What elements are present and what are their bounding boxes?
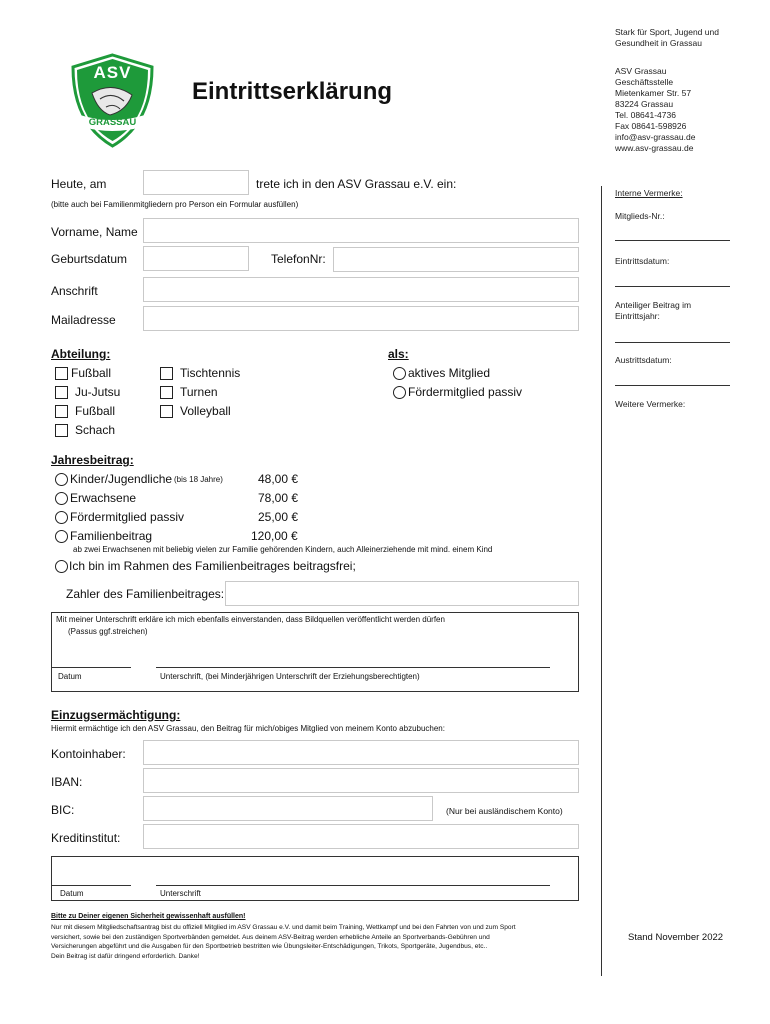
- club-logo: [70, 53, 155, 148]
- abteilung-label: Ju-Jutsu: [75, 385, 121, 399]
- radio-kinder[interactable]: [55, 473, 68, 486]
- heute-label: Heute, am: [51, 177, 107, 191]
- logo-bottom-text: GRASSAU: [88, 117, 137, 128]
- anschrift-label: Anschrift: [51, 284, 98, 298]
- beitrag-price: 48,00 €: [258, 472, 299, 486]
- tagline-line: Stark für Sport, Jugend und: [615, 27, 719, 37]
- consent-text: Mit meiner Unterschrift erkläre ich mich ebenfalls einverstanden, dass Bildquellen veröffentlicht werden dürfen: [56, 615, 445, 624]
- consent-signature-label: Unterschrift, (bei Minderjährigen Unterschrift der Erziehungsberechtigten): [160, 672, 420, 681]
- radio-foerdermitglied-beitrag[interactable]: [55, 511, 68, 524]
- eintrittsdatum-label: Eintrittsdatum:: [615, 256, 670, 266]
- zahler-input[interactable]: [225, 581, 579, 606]
- beitrag-label: Kinder/Jugendliche: [70, 472, 173, 486]
- radio-erwachsene[interactable]: [55, 492, 68, 505]
- anteiliger-label: [615, 300, 691, 322]
- beitrag-note: (bis 18 Jahre): [174, 475, 223, 484]
- bic-label: BIC:: [51, 803, 75, 817]
- family-hint: (bitte auch bei Familienmitgliedern pro Person ein Formular ausfüllen): [51, 200, 299, 209]
- sidebar-tagline: [615, 27, 719, 49]
- als-option-label: Fördermitglied passiv: [408, 385, 523, 399]
- address-line: Fax 08641-598926: [615, 121, 687, 131]
- abteilung-label: Turnen: [180, 385, 218, 399]
- beitrag-label: Familienbeitrag: [70, 529, 153, 543]
- footer-line: Nur mit diesem Mitgliedschaftsantrag bist du offiziell Mitglied im ASV Grassau e.V. und damit beim Training, Wettkampf und bei den Fahrten von und zum Sport: [51, 924, 516, 931]
- austrittsdatum-line[interactable]: [615, 385, 730, 386]
- trete-label: trete ich in den ASV Grassau e.V. ein:: [256, 177, 457, 191]
- beitrag-label: Fördermitglied passiv: [70, 510, 185, 524]
- einzug-signature-label: Unterschrift: [160, 889, 201, 898]
- footer-text: [51, 923, 516, 961]
- website-link[interactable]: www.asv-grassau.de: [615, 143, 694, 153]
- anschrift-input[interactable]: [143, 277, 579, 302]
- anteiliger-line-text: Eintrittsjahr:: [615, 311, 660, 321]
- beitrag-price: 120,00 €: [251, 529, 298, 543]
- mitglieds-nr-line[interactable]: [615, 240, 730, 241]
- consent-date-line[interactable]: [52, 667, 131, 668]
- als-option-label: aktives Mitglied: [408, 366, 491, 380]
- checkbox-turnen[interactable]: [160, 386, 173, 399]
- address-line: Mietenkamer Str. 57: [615, 88, 692, 98]
- beitrag-price: 25,00 €: [258, 510, 299, 524]
- footer-line: Versicherungen abgeführt und die Ausgaben für den Sportbetrieb bestritten wie Übungsleiter-Entschädigungen, Trikots, Sportgeräte, Jugendbus, etc..: [51, 943, 488, 951]
- vorname-input[interactable]: [143, 218, 579, 243]
- consent-signature-line[interactable]: [156, 667, 550, 668]
- geburtsdatum-label: Geburtsdatum: [51, 252, 128, 266]
- beitrag-label: Erwachsene: [70, 491, 137, 505]
- beitrag-title: Jahresbeitrag:: [51, 453, 134, 467]
- checkbox-schach[interactable]: [55, 424, 68, 437]
- address-line: 83224 Grassau: [615, 99, 674, 109]
- kreditinstitut-input[interactable]: [143, 824, 579, 849]
- telefon-label: TelefonNr:: [271, 252, 326, 266]
- eintrittsdatum-line[interactable]: [615, 286, 730, 287]
- beitragsfrei-label: Ich bin im Rahmen des Familienbeitrages beitragsfrei;: [69, 559, 356, 573]
- einzug-signature-line[interactable]: [156, 885, 550, 886]
- iban-input[interactable]: [143, 768, 579, 793]
- mitglieds-nr-label: Mitglieds-Nr.:: [615, 211, 665, 221]
- checkbox-ju-jutsu[interactable]: [55, 386, 68, 399]
- radio-familienbeitrag[interactable]: [55, 530, 68, 543]
- abteilung-title: Abteilung:: [51, 347, 111, 361]
- internal-notes-title: Interne Vermerke:: [615, 188, 683, 198]
- footer-line: versichert, sowie bei den zuständigen Sportverbänden gemeldet. Aus deinem ASV-Beitrag werden erhebliche Anteile an Sportverbands-Gebühren und: [51, 933, 490, 941]
- footer-title: Bitte zu Deiner eigenen Sicherheit gewissenhaft ausfüllen!: [51, 913, 246, 920]
- email-link[interactable]: info@asv-grassau.de: [615, 132, 696, 142]
- einzug-title: Einzugsermächtigung:: [51, 708, 181, 722]
- checkbox-tischtennis[interactable]: [160, 367, 173, 380]
- radio-beitragsfrei[interactable]: [55, 560, 68, 573]
- iban-label: IBAN:: [51, 775, 83, 789]
- abteilung-label: Fußball: [75, 404, 116, 418]
- checkbox-fussball-2[interactable]: [55, 405, 68, 418]
- radio-foerdermitglied[interactable]: [393, 386, 406, 399]
- checkbox-volleyball[interactable]: [160, 405, 173, 418]
- address-line: ASV Grassau: [615, 66, 667, 76]
- address-line: Geschäftsstelle: [615, 77, 674, 87]
- einzug-text: Hiermit ermächtige ich den ASV Grassau, den Beitrag für mich/obiges Mitglied von meinem Konto abzubuchen:: [51, 724, 445, 733]
- abteilung-label: Volleyball: [180, 404, 231, 418]
- kreditinstitut-label: Kreditinstitut:: [51, 831, 121, 845]
- kontoinhaber-label: Kontoinhaber:: [51, 747, 126, 761]
- abteilung-label: Schach: [75, 423, 116, 437]
- als-title: als:: [388, 347, 409, 361]
- telefon-input[interactable]: [333, 247, 579, 272]
- abteilung-label: Tischtennis: [180, 366, 241, 380]
- tagline-line: Gesundheit in Grassau: [615, 38, 702, 48]
- club-address: [615, 66, 695, 154]
- anteiliger-line[interactable]: [615, 342, 730, 343]
- sidebar-divider: [601, 186, 602, 976]
- address-line: Tel. 08641-4736: [615, 110, 676, 120]
- geburtsdatum-input[interactable]: [143, 246, 249, 271]
- family-note: ab zwei Erwachsenen mit beliebig vielen zur Familie gehörenden Kindern, auch Alleinerziehende mit mind. einem Kind: [73, 545, 493, 554]
- mail-label: Mailadresse: [51, 313, 116, 327]
- stand-label: Stand November 2022: [628, 932, 724, 943]
- bic-input[interactable]: [143, 796, 433, 821]
- einzug-signature-box: [51, 856, 579, 901]
- consent-datum-label: Datum: [58, 672, 82, 681]
- weitere-vermerke-label: Weitere Vermerke:: [615, 399, 686, 409]
- zahler-label: Zahler des Familienbeitrages:: [66, 587, 225, 601]
- austrittsdatum-label: Austrittsdatum:: [615, 355, 672, 365]
- date-input[interactable]: [143, 170, 249, 195]
- anteiliger-line-text: Anteiliger Beitrag im: [615, 300, 692, 310]
- abteilung-label: Fußball: [71, 366, 112, 380]
- page-title: Eintrittserklärung: [192, 78, 393, 105]
- bic-note: (Nur bei ausländischem Konto): [446, 806, 563, 816]
- einzug-datum-label: Datum: [60, 889, 84, 898]
- radio-aktives-mitglied[interactable]: [393, 367, 406, 380]
- vorname-label: Vorname, Name: [51, 225, 138, 239]
- mail-input[interactable]: [143, 306, 579, 331]
- kontoinhaber-input[interactable]: [143, 740, 579, 765]
- beitrag-price: 78,00 €: [258, 491, 299, 505]
- logo-top-text: ASV: [93, 63, 132, 82]
- consent-passus: (Passus ggf.streichen): [68, 627, 148, 636]
- checkbox-fussball[interactable]: [55, 367, 68, 380]
- footer-line: Dein Beitrag ist dafür dringend erforderlich. Danke!: [51, 952, 200, 960]
- einzug-date-line[interactable]: [52, 885, 131, 886]
